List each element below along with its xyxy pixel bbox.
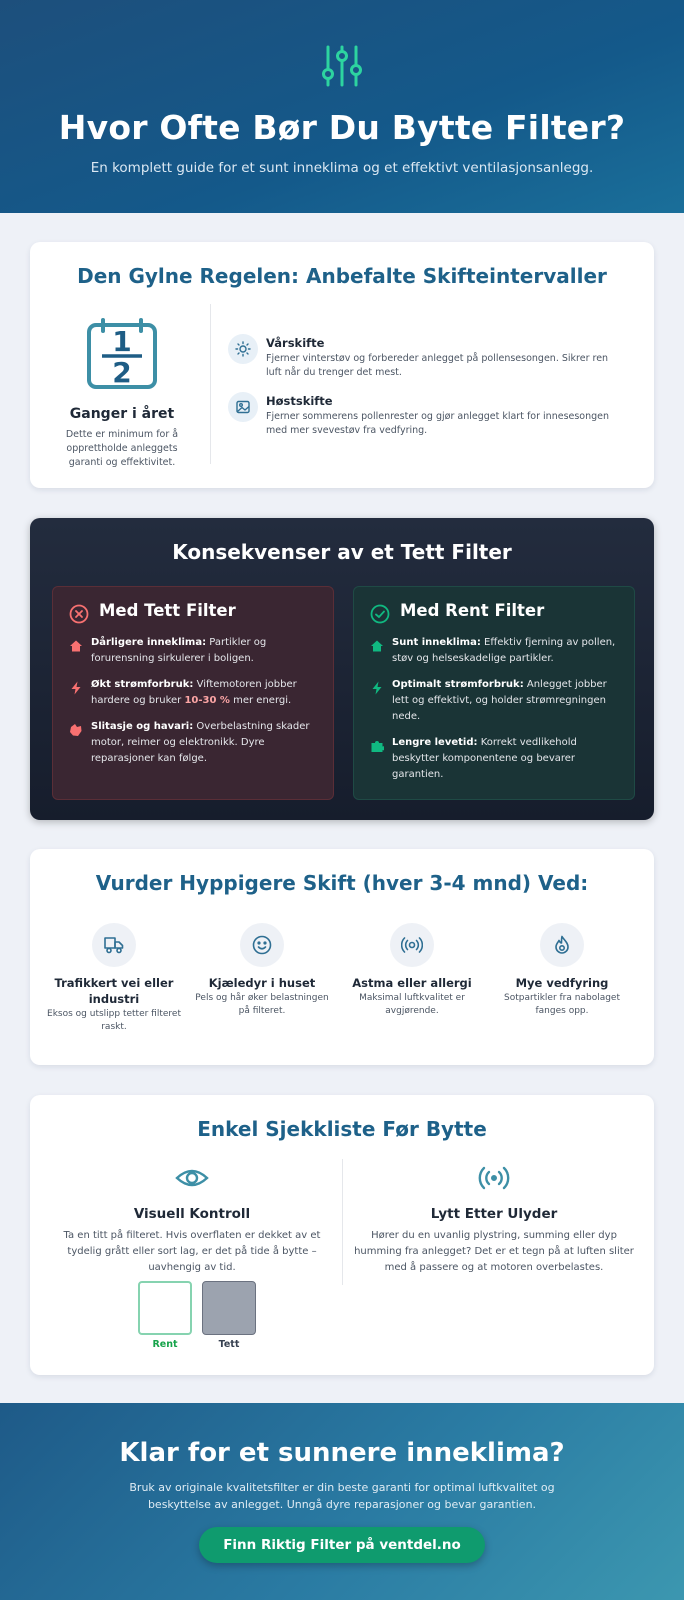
consequences-heading: Konsekvenser av et Tett Filter	[172, 540, 512, 564]
find-filter-button[interactable]: Finn Riktig Filter på ventdel.no	[199, 1527, 485, 1563]
sound-icon	[477, 1163, 511, 1193]
cta-text: Bruk av originale kvalitetsfilter er din beste garanti for optimal luftkvalitet og beskyttelse av anlegget. Unngå dyre reparasjoner og bevar garantien.	[129, 1481, 555, 1511]
check-circle-icon	[370, 604, 390, 624]
factor-item: Kjæledyr i huset Pels og hår øker belastningen på filteret.	[192, 923, 332, 1018]
divider	[210, 304, 211, 464]
hero-section	[0, 0, 684, 213]
swatch-label-dirty: Tett	[218, 1339, 240, 1350]
sound-check: Lytt Etter Ulyder Hører du en uvanlig plystring, summing eller dyp humming fra anlegget? Det er et tegn på at luften sliter med å passere og at motoren overbelastes.	[354, 1163, 634, 1276]
svg-text:1: 1	[112, 325, 132, 358]
season-title: Høstskifte	[266, 394, 333, 408]
flame-icon	[540, 923, 584, 967]
svg-text:2: 2	[112, 356, 132, 389]
checklist-card	[30, 1095, 654, 1375]
home-icon	[370, 639, 384, 653]
factor-item: Astma eller allergi Maksimal luftkvalitet er avgjørende.	[342, 923, 482, 1018]
factor-item: Trafikkert vei eller industri Eksos og utslipp tetter filteret raskt.	[44, 923, 184, 1034]
eye-icon	[175, 1163, 209, 1193]
home-icon	[69, 639, 83, 653]
smile-icon	[240, 923, 284, 967]
panel-title: Med Rent Filter	[400, 601, 545, 620]
panel-title: Med Tett Filter	[99, 601, 236, 620]
clean-filter-panel: Med Rent Filter Sunt inneklima: Effektiv fjerning av pollen, støv og helseskadelige partikler. Optimalt strømforbruk: Anlegget jobber lett og effektivt, og holder strømregningen nede. Lengre levetid: Korrekt vedlikehold beskytter komponentene og bevarer garantien.	[353, 586, 635, 800]
frequency-heading: Vurder Hyppigere Skift (hver 3-4 mnd) Ved:	[95, 871, 589, 895]
divider	[342, 1159, 343, 1285]
frequency-card	[30, 849, 654, 1065]
season-description: Fjerner sommerens pollenrester og gjør anlegget klart for innesesongen med mer svevestøv fra vedfyring.	[266, 411, 610, 436]
visual-check: Visuell Kontroll Ta en titt på filteret. Hvis overflaten er dekket av et tydelig grått eller sort lag, er det på tide å bytte – uavhengig av tid.	[52, 1163, 332, 1276]
season-description: Fjerner vinterstøv og forbereder anlegget på pollensesongen. Sikrer ren luft når du trenger det mest.	[266, 353, 609, 378]
x-circle-icon	[69, 604, 89, 624]
season-title: Vårskifte	[266, 336, 325, 350]
calendar-half-icon	[86, 318, 158, 390]
swatch-label-clean: Rent	[152, 1339, 178, 1350]
cta-section	[0, 1403, 684, 1600]
checklist-heading: Enkel Sjekkliste Før Bytte	[197, 1117, 487, 1141]
sun-icon	[228, 334, 258, 364]
consequences-card	[30, 518, 654, 820]
clean-filter-swatch	[138, 1281, 192, 1335]
factor-item: Mye vedfyring Sotpartikler fra nabolaget fanges opp.	[492, 923, 632, 1018]
puzzle-icon	[370, 739, 384, 753]
lightning-icon	[69, 681, 83, 695]
page-subtitle: En komplett guide for et sunt inneklima og et effektivt ventilasjonsanlegg.	[90, 160, 594, 176]
image-icon	[228, 392, 258, 422]
sliders-icon	[319, 44, 365, 88]
golden-rule-card	[30, 242, 654, 488]
dirty-filter-swatch	[202, 1281, 256, 1335]
page-title: Hvor Ofte Bør Du Bytte Filter?	[58, 108, 626, 147]
cta-heading: Klar for et sunnere inneklima?	[119, 1438, 565, 1468]
count-label: Ganger i året	[69, 406, 175, 422]
golden-rule-heading: Den Gylne Regelen: Anbefalte Skifteintervaller	[77, 264, 607, 288]
broadcast-icon	[390, 923, 434, 967]
broken-gear-icon	[69, 723, 83, 737]
dirty-filter-panel: Med Tett Filter Dårligere inneklima: Partikler og forurensning sirkulerer i boligen. Økt strømforbruk: Viftemotoren jobber hardere og bruker 10-30 % mer energi. Slitasje og havari: Overbelastning skader motor, reimer og elektronikk. Dyre reparasjoner kan følge.	[52, 586, 334, 800]
lightning-icon	[370, 681, 384, 695]
truck-icon	[92, 923, 136, 967]
count-description: Dette er minimum for å opprettholde anleggets garanti og effektivitet.	[65, 429, 179, 468]
